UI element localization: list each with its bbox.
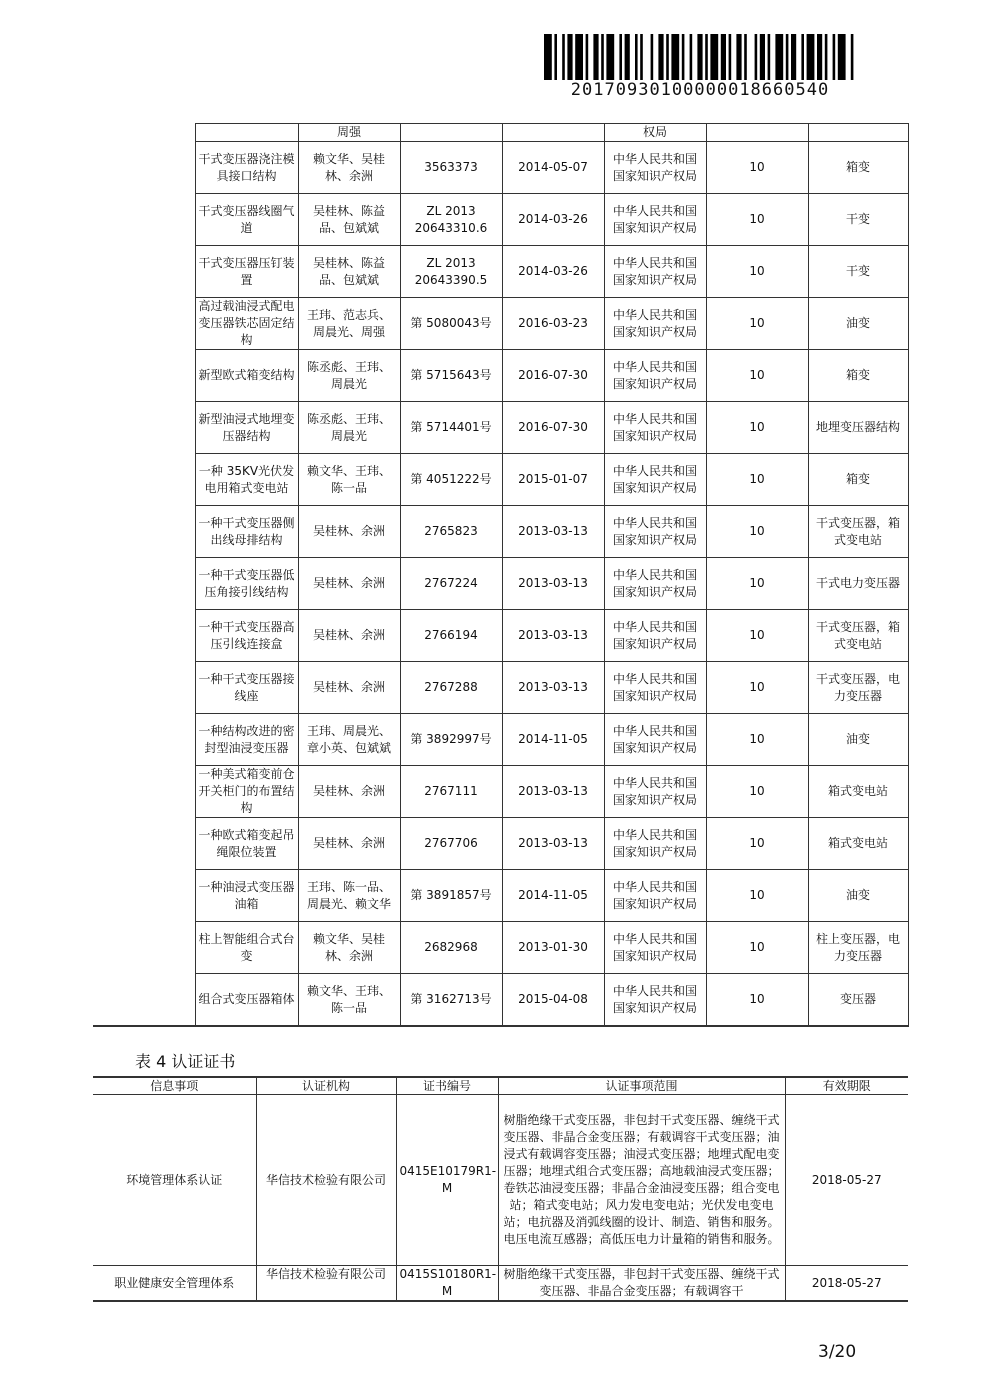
patent-row <box>93 714 908 766</box>
patent-date <box>502 124 604 142</box>
barcode-bar <box>833 34 836 80</box>
barcode-bar <box>619 34 622 80</box>
patent-date: 2013-03-13 <box>502 610 604 662</box>
patent-date: 2014-03-26 <box>502 246 604 298</box>
barcode-bar <box>635 34 638 80</box>
table-margin <box>93 298 195 350</box>
patent-number: 第 3892997号 <box>400 714 502 766</box>
patent-row <box>93 402 908 454</box>
patent-years: 10 <box>706 558 808 610</box>
patent-date: 2015-04-08 <box>502 974 604 1027</box>
barcode-bar <box>651 34 654 80</box>
barcode-bar <box>586 34 589 80</box>
patent-inventors: 赖文华、吴桂林、余洲 <box>298 142 400 194</box>
section-title: 表 4 认证证书 <box>135 1052 236 1071</box>
barcode-bar <box>786 34 789 80</box>
table-margin <box>93 662 195 714</box>
patent-authority: 中华人民共和国国家知识产权局 <box>604 558 706 610</box>
patent-inventors: 吴桂林、余洲 <box>298 506 400 558</box>
patent-years: 10 <box>706 922 808 974</box>
patent-authority: 权局 <box>604 124 706 142</box>
patent-inventors: 吴桂林、陈益品、包斌斌 <box>298 246 400 298</box>
patent-inventors: 陈丞彪、王玮、周晨光 <box>298 350 400 402</box>
patent-authority: 中华人民共和国国家知识产权局 <box>604 974 706 1027</box>
barcode-number: 20170930100000018660540 <box>570 80 830 100</box>
patent-number: 3563373 <box>400 142 502 194</box>
barcode-bar <box>682 34 685 80</box>
patent-number: 第 4051222号 <box>400 454 502 506</box>
patent-authority: 中华人民共和国国家知识产权局 <box>604 610 706 662</box>
patent-name: 一种油浸式变压器油箱 <box>195 870 298 922</box>
barcode-bar <box>575 34 583 80</box>
patent-inventors: 吴桂林、余洲 <box>298 818 400 870</box>
barcode-bar <box>791 34 796 80</box>
barcode-bar <box>825 34 828 80</box>
cert-header-row <box>93 1077 908 1095</box>
header-org: 认证机构 <box>256 1077 396 1095</box>
barcode-bar <box>755 34 758 80</box>
patent-inventors: 赖文华、王玮、陈一品 <box>298 454 400 506</box>
patent-row <box>93 350 908 402</box>
table-margin <box>93 974 195 1027</box>
patent-table <box>93 123 909 1027</box>
patent-authority: 中华人民共和国国家知识产权局 <box>604 454 706 506</box>
patent-date: 2014-03-26 <box>502 194 604 246</box>
barcode-bar <box>817 34 822 80</box>
patent-date: 2014-11-05 <box>502 714 604 766</box>
patent-row <box>93 870 908 922</box>
patent-date: 2015-01-07 <box>502 454 604 506</box>
cert-row <box>93 1095 908 1266</box>
patent-number: 第 5714401号 <box>400 402 502 454</box>
patent-number: 第 3162713号 <box>400 974 502 1027</box>
patent-number: 第 5080043号 <box>400 298 502 350</box>
patent-name <box>195 124 298 142</box>
table-margin <box>93 454 195 506</box>
patent-name: 一种美式箱变前仓开关柜门的布置结构 <box>195 766 298 818</box>
barcode-bar <box>544 34 552 80</box>
table-margin <box>93 506 195 558</box>
patent-row <box>93 194 908 246</box>
patent-inventors: 吴桂林、余洲 <box>298 766 400 818</box>
patent-years: 10 <box>706 246 808 298</box>
barcode-bar <box>697 34 702 80</box>
patent-name: 一种 35KV光伏发电用箱式变电站 <box>195 454 298 506</box>
cert-item: 职业健康安全管理体系 <box>93 1266 256 1302</box>
patent-product: 箱变 <box>808 142 908 194</box>
patent-product: 箱式变电站 <box>808 766 908 818</box>
patent-date: 2013-03-13 <box>502 558 604 610</box>
barcode-bar <box>640 34 643 80</box>
patent-number: 2765823 <box>400 506 502 558</box>
patent-inventors: 陈丞彪、王玮、周晨光 <box>298 402 400 454</box>
barcode-bar <box>666 34 669 80</box>
patent-product: 箱式变电站 <box>808 818 908 870</box>
patent-authority: 中华人民共和国国家知识产权局 <box>604 402 706 454</box>
patent-authority: 中华人民共和国国家知识产权局 <box>604 194 706 246</box>
barcode-bar <box>775 34 783 80</box>
patent-number: ZL 2013 20643390.5 <box>400 246 502 298</box>
barcode-bar <box>671 34 679 80</box>
barcode-bar <box>768 34 771 80</box>
patent-authority: 中华人民共和国国家知识产权局 <box>604 350 706 402</box>
patent-date: 2013-03-13 <box>502 662 604 714</box>
table-margin <box>93 350 195 402</box>
patent-name: 高过载油浸式配电变压器铁芯固定结构 <box>195 298 298 350</box>
patent-row <box>93 610 908 662</box>
patent-inventors: 周强 <box>298 124 400 142</box>
cert-valid: 2018-05-27 <box>785 1266 908 1302</box>
patent-number <box>400 124 502 142</box>
patent-years <box>706 124 808 142</box>
barcode-bar <box>851 34 854 80</box>
patent-inventors: 王玮、周晨光、章小英、包斌斌 <box>298 714 400 766</box>
patent-date: 2013-03-13 <box>502 818 604 870</box>
patent-number: 2767111 <box>400 766 502 818</box>
patent-product: 地埋变压器结构 <box>808 402 908 454</box>
table-margin <box>93 610 195 662</box>
table-margin <box>93 870 195 922</box>
patent-date: 2016-03-23 <box>502 298 604 350</box>
cert-row <box>93 1266 908 1302</box>
patent-years: 10 <box>706 714 808 766</box>
cert-item: 环境管理体系认证 <box>93 1095 256 1266</box>
patent-number: 2682968 <box>400 922 502 974</box>
cert-number: 0415E10179R1-M <box>396 1095 498 1266</box>
patent-date: 2014-11-05 <box>502 870 604 922</box>
patent-authority: 中华人民共和国国家知识产权局 <box>604 506 706 558</box>
table-margin <box>93 714 195 766</box>
patent-product: 油变 <box>808 714 908 766</box>
patent-authority: 中华人民共和国国家知识产权局 <box>604 246 706 298</box>
patent-authority: 中华人民共和国国家知识产权局 <box>604 818 706 870</box>
barcode-bar <box>606 34 614 80</box>
barcode-bar <box>744 34 747 80</box>
patent-authority: 中华人民共和国国家知识产权局 <box>604 662 706 714</box>
patent-row-continued <box>93 124 908 142</box>
patent-number: 第 5715643号 <box>400 350 502 402</box>
header-valid: 有效期限 <box>785 1077 908 1095</box>
patent-name: 柱上智能组合式台变 <box>195 922 298 974</box>
page-number: 3/20 <box>818 1342 857 1362</box>
patent-row <box>93 558 908 610</box>
barcode-bar <box>562 34 565 80</box>
patent-product: 干式变压器，电力变压器 <box>808 662 908 714</box>
patent-row <box>93 142 908 194</box>
patent-row <box>93 974 908 1027</box>
barcode-bar <box>807 34 815 80</box>
patent-date: 2013-01-30 <box>502 922 604 974</box>
patent-date: 2013-03-13 <box>502 766 604 818</box>
patent-authority: 中华人民共和国国家知识产权局 <box>604 766 706 818</box>
cert-scope: 树脂绝缘干式变压器，非包封干式变压器、缠绕干式变压器、非晶合金变压器；有载调容干式变压器；油浸式有载调容变压器；油浸式变压器；地埋式配电变压器；地埋式组合式变压器；高地载油浸式变压器；卷铁芯油浸变压器；非晶合金油浸变压器；组合变电站；箱式变电站；风力发电变电站；光伏发电变电站；电抗器及消弧线圈的设计、制造、销售和服务。电压电流互感器；高低压电力计量箱的销售和服务。 <box>498 1095 785 1266</box>
barcode-bar <box>801 34 804 80</box>
patent-years: 10 <box>706 350 808 402</box>
patent-years: 10 <box>706 974 808 1027</box>
patent-name: 一种欧式箱变起吊绳限位装置 <box>195 818 298 870</box>
cert-number: 0415S10180R1-M <box>396 1266 498 1302</box>
patent-row <box>93 246 908 298</box>
patent-name: 一种结构改进的密封型油浸变压器 <box>195 714 298 766</box>
patent-name: 一种干式变压器侧出线母排结构 <box>195 506 298 558</box>
patent-date: 2013-03-13 <box>502 506 604 558</box>
patent-name: 新型油浸式地埋变压器结构 <box>195 402 298 454</box>
patent-number: 第 3891857号 <box>400 870 502 922</box>
barcode-bar <box>601 34 604 80</box>
patent-years: 10 <box>706 142 808 194</box>
patent-number: 2767288 <box>400 662 502 714</box>
patent-name: 干式变压器线圈气道 <box>195 194 298 246</box>
patent-inventors: 王玮、范志兵、周晨光、周强 <box>298 298 400 350</box>
patent-name: 一种干式变压器高压引线连接盒 <box>195 610 298 662</box>
table-margin <box>93 558 195 610</box>
patent-row <box>93 818 908 870</box>
patent-authority: 中华人民共和国国家知识产权局 <box>604 922 706 974</box>
table-margin <box>93 194 195 246</box>
table-margin <box>93 818 195 870</box>
table-margin <box>93 766 195 818</box>
patent-authority: 中华人民共和国国家知识产权局 <box>604 714 706 766</box>
cert-scope: 树脂绝缘干式变压器，非包封干式变压器、缠绕干式变压器、非晶合金变压器；有载调容干 <box>498 1266 785 1302</box>
table-margin <box>93 402 195 454</box>
patent-years: 10 <box>706 194 808 246</box>
patent-product: 干式变压器，箱式变电站 <box>808 506 908 558</box>
patent-number: 2766194 <box>400 610 502 662</box>
patent-number: 2767706 <box>400 818 502 870</box>
patent-product <box>808 124 908 142</box>
barcode-bar <box>736 34 741 80</box>
barcode-bar <box>705 34 708 80</box>
patent-row <box>93 454 908 506</box>
barcode-bar <box>690 34 693 80</box>
patent-date: 2016-07-30 <box>502 350 604 402</box>
patent-row <box>93 766 908 818</box>
patent-years: 10 <box>706 870 808 922</box>
patent-authority: 中华人民共和国国家知识产权局 <box>604 870 706 922</box>
patent-inventors: 吴桂林、余洲 <box>298 662 400 714</box>
patent-product: 箱变 <box>808 454 908 506</box>
patent-years: 10 <box>706 298 808 350</box>
patent-authority: 中华人民共和国国家知识产权局 <box>604 142 706 194</box>
patent-product: 干变 <box>808 246 908 298</box>
patent-date: 2016-07-30 <box>502 402 604 454</box>
patent-years: 10 <box>706 506 808 558</box>
patent-years: 10 <box>706 662 808 714</box>
patent-years: 10 <box>706 402 808 454</box>
patent-years: 10 <box>706 610 808 662</box>
patent-row <box>93 506 908 558</box>
patent-product: 干式电力变压器 <box>808 558 908 610</box>
header-cert-no: 证书编号 <box>396 1077 498 1095</box>
table-margin <box>93 246 195 298</box>
barcode-bar <box>567 34 572 80</box>
barcode-bar <box>593 34 598 80</box>
patent-inventors: 吴桂林、余洲 <box>298 558 400 610</box>
patent-product: 箱变 <box>808 350 908 402</box>
patent-number: 2767224 <box>400 558 502 610</box>
patent-name: 干式变压器压钉装置 <box>195 246 298 298</box>
patent-date: 2014-05-07 <box>502 142 604 194</box>
patent-years: 10 <box>706 766 808 818</box>
patent-years: 10 <box>706 454 808 506</box>
patent-product: 油变 <box>808 298 908 350</box>
barcode-bar <box>625 34 630 80</box>
barcode-bar <box>838 34 846 80</box>
barcode-bar <box>554 34 557 80</box>
cert-org: 华信技术检验有限公司 <box>256 1095 396 1266</box>
cert-valid: 2018-05-27 <box>785 1095 908 1266</box>
patent-inventors: 赖文华、吴桂林、余洲 <box>298 922 400 974</box>
patent-product: 干变 <box>808 194 908 246</box>
patent-number: ZL 2013 20643310.6 <box>400 194 502 246</box>
patent-name: 一种干式变压器低压角接引线结构 <box>195 558 298 610</box>
cert-org: 华信技术检验有限公司 <box>256 1266 396 1302</box>
patent-product: 油变 <box>808 870 908 922</box>
patent-inventors: 赖文华、王玮、陈一品 <box>298 974 400 1027</box>
barcode-bar <box>658 34 663 80</box>
barcode-bar <box>721 34 726 80</box>
cert-table <box>93 1076 908 1302</box>
table-margin <box>93 922 195 974</box>
patent-years: 10 <box>706 818 808 870</box>
barcode-bar <box>729 34 732 80</box>
patent-product: 干式变压器，箱式变电站 <box>808 610 908 662</box>
patent-name: 干式变压器浇注模具接口结构 <box>195 142 298 194</box>
patent-authority: 中华人民共和国国家知识产权局 <box>604 298 706 350</box>
table-margin <box>93 124 195 142</box>
barcode-bar <box>760 34 765 80</box>
header-scope: 认证事项范围 <box>498 1077 785 1095</box>
barcode <box>544 34 856 80</box>
patent-row <box>93 922 908 974</box>
table-margin <box>93 142 195 194</box>
patent-name: 新型欧式箱变结构 <box>195 350 298 402</box>
patent-product: 柱上变压器，电力变压器 <box>808 922 908 974</box>
patent-inventors: 王玮、陈一品、周晨光、赖文华 <box>298 870 400 922</box>
patent-name: 一种干式变压器接线座 <box>195 662 298 714</box>
barcode-bar <box>710 34 718 80</box>
patent-row <box>93 298 908 350</box>
patent-product: 变压器 <box>808 974 908 1027</box>
patent-row <box>93 662 908 714</box>
patent-name: 组合式变压器箱体 <box>195 974 298 1027</box>
header-item: 信息事项 <box>93 1077 256 1095</box>
patent-inventors: 吴桂林、陈益品、包斌斌 <box>298 194 400 246</box>
patent-inventors: 吴桂林、余洲 <box>298 610 400 662</box>
